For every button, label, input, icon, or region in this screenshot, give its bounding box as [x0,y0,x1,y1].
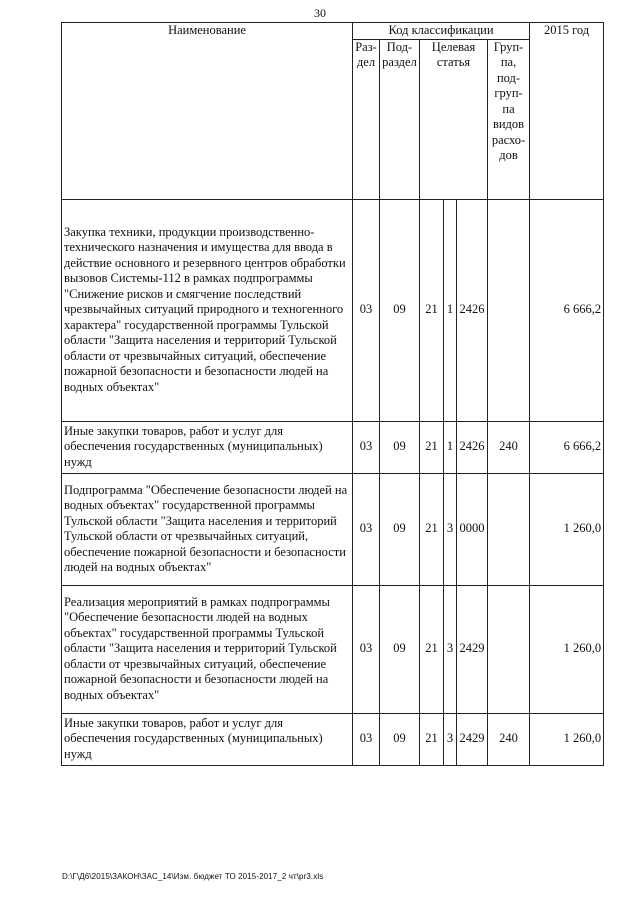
table-row [62,473,604,585]
row-cs3: 2426 [457,421,488,473]
row-cs3: 2429 [457,713,488,765]
row-razdel: 03 [353,199,380,421]
row-amount: 6 666,2 [530,421,604,473]
row-amount: 6 666,2 [530,199,604,421]
header-target-article: Целевая статья [420,39,488,199]
row-cs2: 1 [444,199,457,421]
table-row [62,199,604,421]
row-podrazdel: 09 [380,421,420,473]
row-name: Реализация мероприятий в рамках подпрограммы "Обеспечение безопасности людей на водных объектах" государственной программы Тульской области "Защита населения и территорий Тульской области от чрезвычайных ситуаций, обеспечение пожарной безопасности и безопасности людей на водных объектах" [62,585,353,713]
header-name: Наименование [62,23,353,200]
row-amount: 1 260,0 [530,713,604,765]
file-path-footer: D:\Г\Д6\2015\ЗАКОН\ЗАС_14\Изм. бюджет ТО 2015-2017_2 чт\pr3.xls [62,872,324,881]
budget-table [61,22,604,766]
header-expense-group: Груп- па, под- груп- па видов расхо- дов [488,39,530,199]
header-section: Раз- дел [353,39,380,199]
row-cs2: 1 [444,421,457,473]
row-razdel: 03 [353,421,380,473]
table-row [62,585,604,713]
row-podrazdel: 09 [380,199,420,421]
row-vid [488,199,530,421]
row-vid [488,473,530,585]
row-cs2: 3 [444,713,457,765]
header-classification: Код классификации [353,23,530,40]
table-row [62,421,604,473]
row-vid: 240 [488,421,530,473]
row-cs1: 21 [420,713,444,765]
row-amount: 1 260,0 [530,473,604,585]
row-cs2: 3 [444,473,457,585]
table-row [62,713,604,765]
row-name: Иные закупки товаров, работ и услуг для обеспечения государственных (муниципальных) нужд [62,421,353,473]
row-podrazdel: 09 [380,713,420,765]
header-subsection: Под- раздел [380,39,420,199]
row-name: Подпрограмма "Обеспечение безопасности людей на водных объектах" государственной программы Тульской области "Защита населения и территорий Тульской области от чрезвычайных ситуаций, обеспечение пожарной безопасности и безопасности людей на водных объектах" [62,473,353,585]
row-name: Закупка техники, продукции производственно-технического назначения и имущества для ввода в действие основного и резервного центров обработки вызовов Системы-112 в рамках подпрограммы "Снижение рисков и смягчение последствий чрезвычайных ситуаций природного и техногенного характера" государственной программы Тульской области "Защита населения и территорий Тульской области от чрезвычайных ситуаций, обеспечение пожарной безопасности и безопасности людей на водных объектах" [62,199,353,421]
page-number: 30 [314,6,326,20]
row-name: Иные закупки товаров, работ и услуг для обеспечения государственных (муниципальных) нужд [62,713,353,765]
row-cs1: 21 [420,421,444,473]
row-cs3: 0000 [457,473,488,585]
row-cs1: 21 [420,473,444,585]
row-cs2: 3 [444,585,457,713]
header-year: 2015 год [530,23,604,200]
row-podrazdel: 09 [380,473,420,585]
row-razdel: 03 [353,473,380,585]
row-podrazdel: 09 [380,585,420,713]
row-cs3: 2426 [457,199,488,421]
row-vid: 240 [488,713,530,765]
row-cs1: 21 [420,585,444,713]
row-amount: 1 260,0 [530,585,604,713]
row-cs3: 2429 [457,585,488,713]
row-razdel: 03 [353,585,380,713]
row-razdel: 03 [353,713,380,765]
row-cs1: 21 [420,199,444,421]
row-vid [488,585,530,713]
